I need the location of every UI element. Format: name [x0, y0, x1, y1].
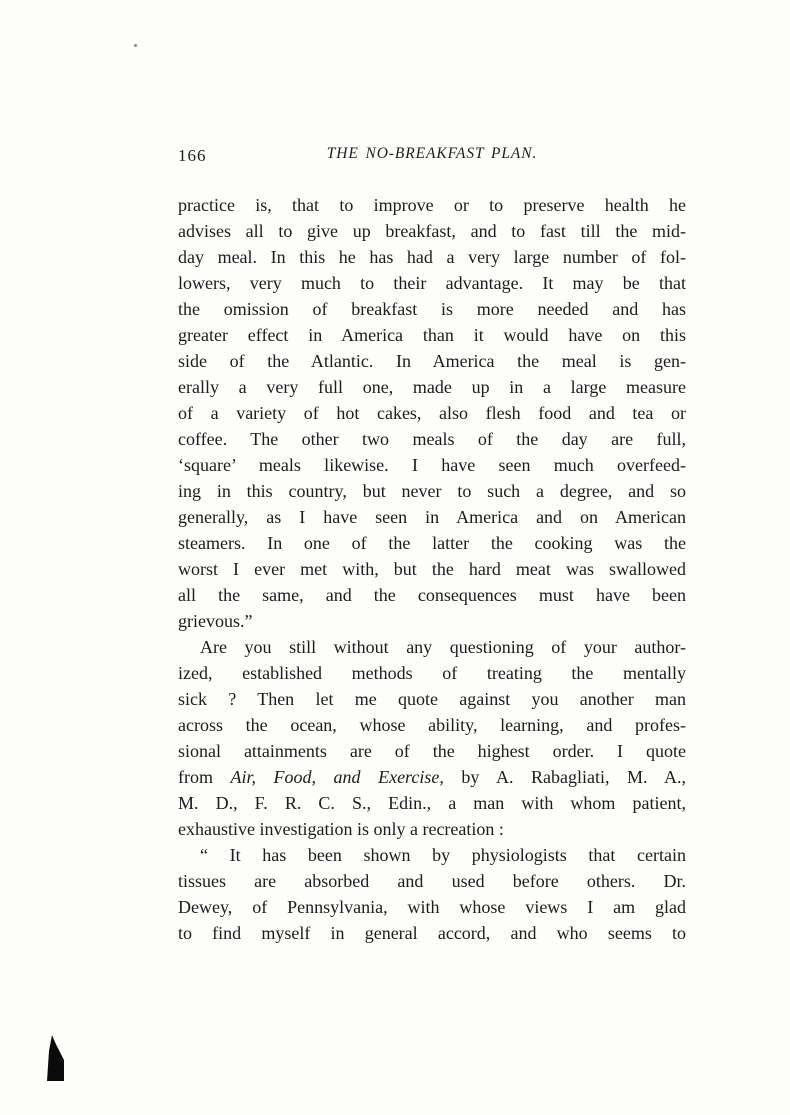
text-segment: across the ocean, whose ability, learning, and profes-: [178, 715, 686, 735]
page-number: 166: [178, 146, 207, 165]
text-line: [178, 894, 686, 920]
dust-speck-artifact: [134, 44, 137, 47]
text-segment: coffee. The other two meals of the day are full,: [178, 429, 686, 449]
text-line: [178, 686, 686, 712]
text-segment: ‘square’ meals likewise. I have seen much overfeed-: [178, 455, 686, 475]
text-line: [178, 582, 686, 608]
text-segment: lowers, very much to their advantage. It may be that: [178, 273, 686, 293]
text-line: [178, 556, 686, 582]
text-line: [178, 322, 686, 348]
text-segment: practice is, that to improve or to preserve health he: [178, 195, 686, 215]
text-line: [178, 738, 686, 764]
text-segment: exhaustive investigation is only a recreation :: [178, 819, 504, 839]
ink-blot-artifact: [47, 1035, 69, 1081]
text-line: [178, 374, 686, 400]
text-segment: “ It has been shown by physiologists that certain: [200, 845, 686, 865]
text-segment: all the same, and the consequences must have been: [178, 585, 686, 605]
text-line: [178, 764, 686, 790]
paragraph-continued: [178, 192, 686, 634]
text-segment: worst I ever met with, but the hard meat was swallowed: [178, 559, 686, 579]
text-segment: tissues are absorbed and used before others. Dr.: [178, 871, 686, 891]
text-segment: advises all to give up breakfast, and to fast till the mid-: [178, 221, 686, 241]
text-line: [178, 634, 686, 660]
text-line: [178, 816, 686, 842]
text-segment: by A. Rabagliati, M. A.,: [443, 767, 686, 787]
text-segment: generally, as I have seen in America and on American: [178, 507, 686, 527]
paragraph-quote-intro: [178, 634, 686, 842]
text-line: [178, 192, 686, 218]
text-line: [178, 244, 686, 270]
text-segment: ing in this country, but never to such a degree, and so: [178, 481, 686, 501]
text-segment: sional attainments are of the highest order. I quote: [178, 741, 686, 761]
text-line: [178, 348, 686, 374]
text-line: [178, 478, 686, 504]
text-segment: M. D., F. R. C. S., Edin., a man with whom patient,: [178, 793, 686, 813]
paragraph-quotation: [178, 842, 686, 946]
text-segment: grievous.”: [178, 611, 253, 631]
text-line: [178, 218, 686, 244]
text-line: [178, 790, 686, 816]
text-segment: day meal. In this he has had a very large number of fol-: [178, 247, 686, 267]
text-line: [178, 452, 686, 478]
text-line: [178, 842, 686, 868]
text-line: [178, 712, 686, 738]
text-block: [178, 192, 686, 946]
book-title-italic: Air, Food, and Exercise,: [230, 767, 444, 787]
text-segment: side of the Atlantic. In America the meal is gen-: [178, 351, 686, 371]
text-line: [178, 504, 686, 530]
page-header: [178, 145, 686, 167]
text-segment: to find myself in general accord, and who seems to: [178, 923, 686, 943]
text-segment: the omission of breakfast is more needed and has: [178, 299, 686, 319]
text-segment: Dewey, of Pennsylvania, with whose views I am glad: [178, 897, 686, 917]
text-segment: from: [178, 767, 231, 787]
text-line: [178, 660, 686, 686]
text-line: [178, 296, 686, 322]
text-segment: erally a very full one, made up in a large measure: [178, 377, 686, 397]
text-line: [178, 608, 686, 634]
text-segment: sick ? Then let me quote against you another man: [178, 689, 686, 709]
text-line: [178, 530, 686, 556]
text-segment: greater effect in America than it would have on this: [178, 325, 686, 345]
text-segment: of a variety of hot cakes, also flesh food and tea or: [178, 403, 686, 423]
text-line: [178, 868, 686, 894]
text-segment: ized, established methods of treating the mentally: [178, 663, 686, 683]
running-title: THE NO-BREAKFAST PLAN.: [326, 145, 538, 162]
text-line: [178, 426, 686, 452]
text-line: [178, 270, 686, 296]
text-line: [178, 920, 686, 946]
text-segment: Are you still without any questioning of your author-: [200, 637, 686, 657]
text-segment: steamers. In one of the latter the cooking was the: [178, 533, 686, 553]
text-line: [178, 400, 686, 426]
